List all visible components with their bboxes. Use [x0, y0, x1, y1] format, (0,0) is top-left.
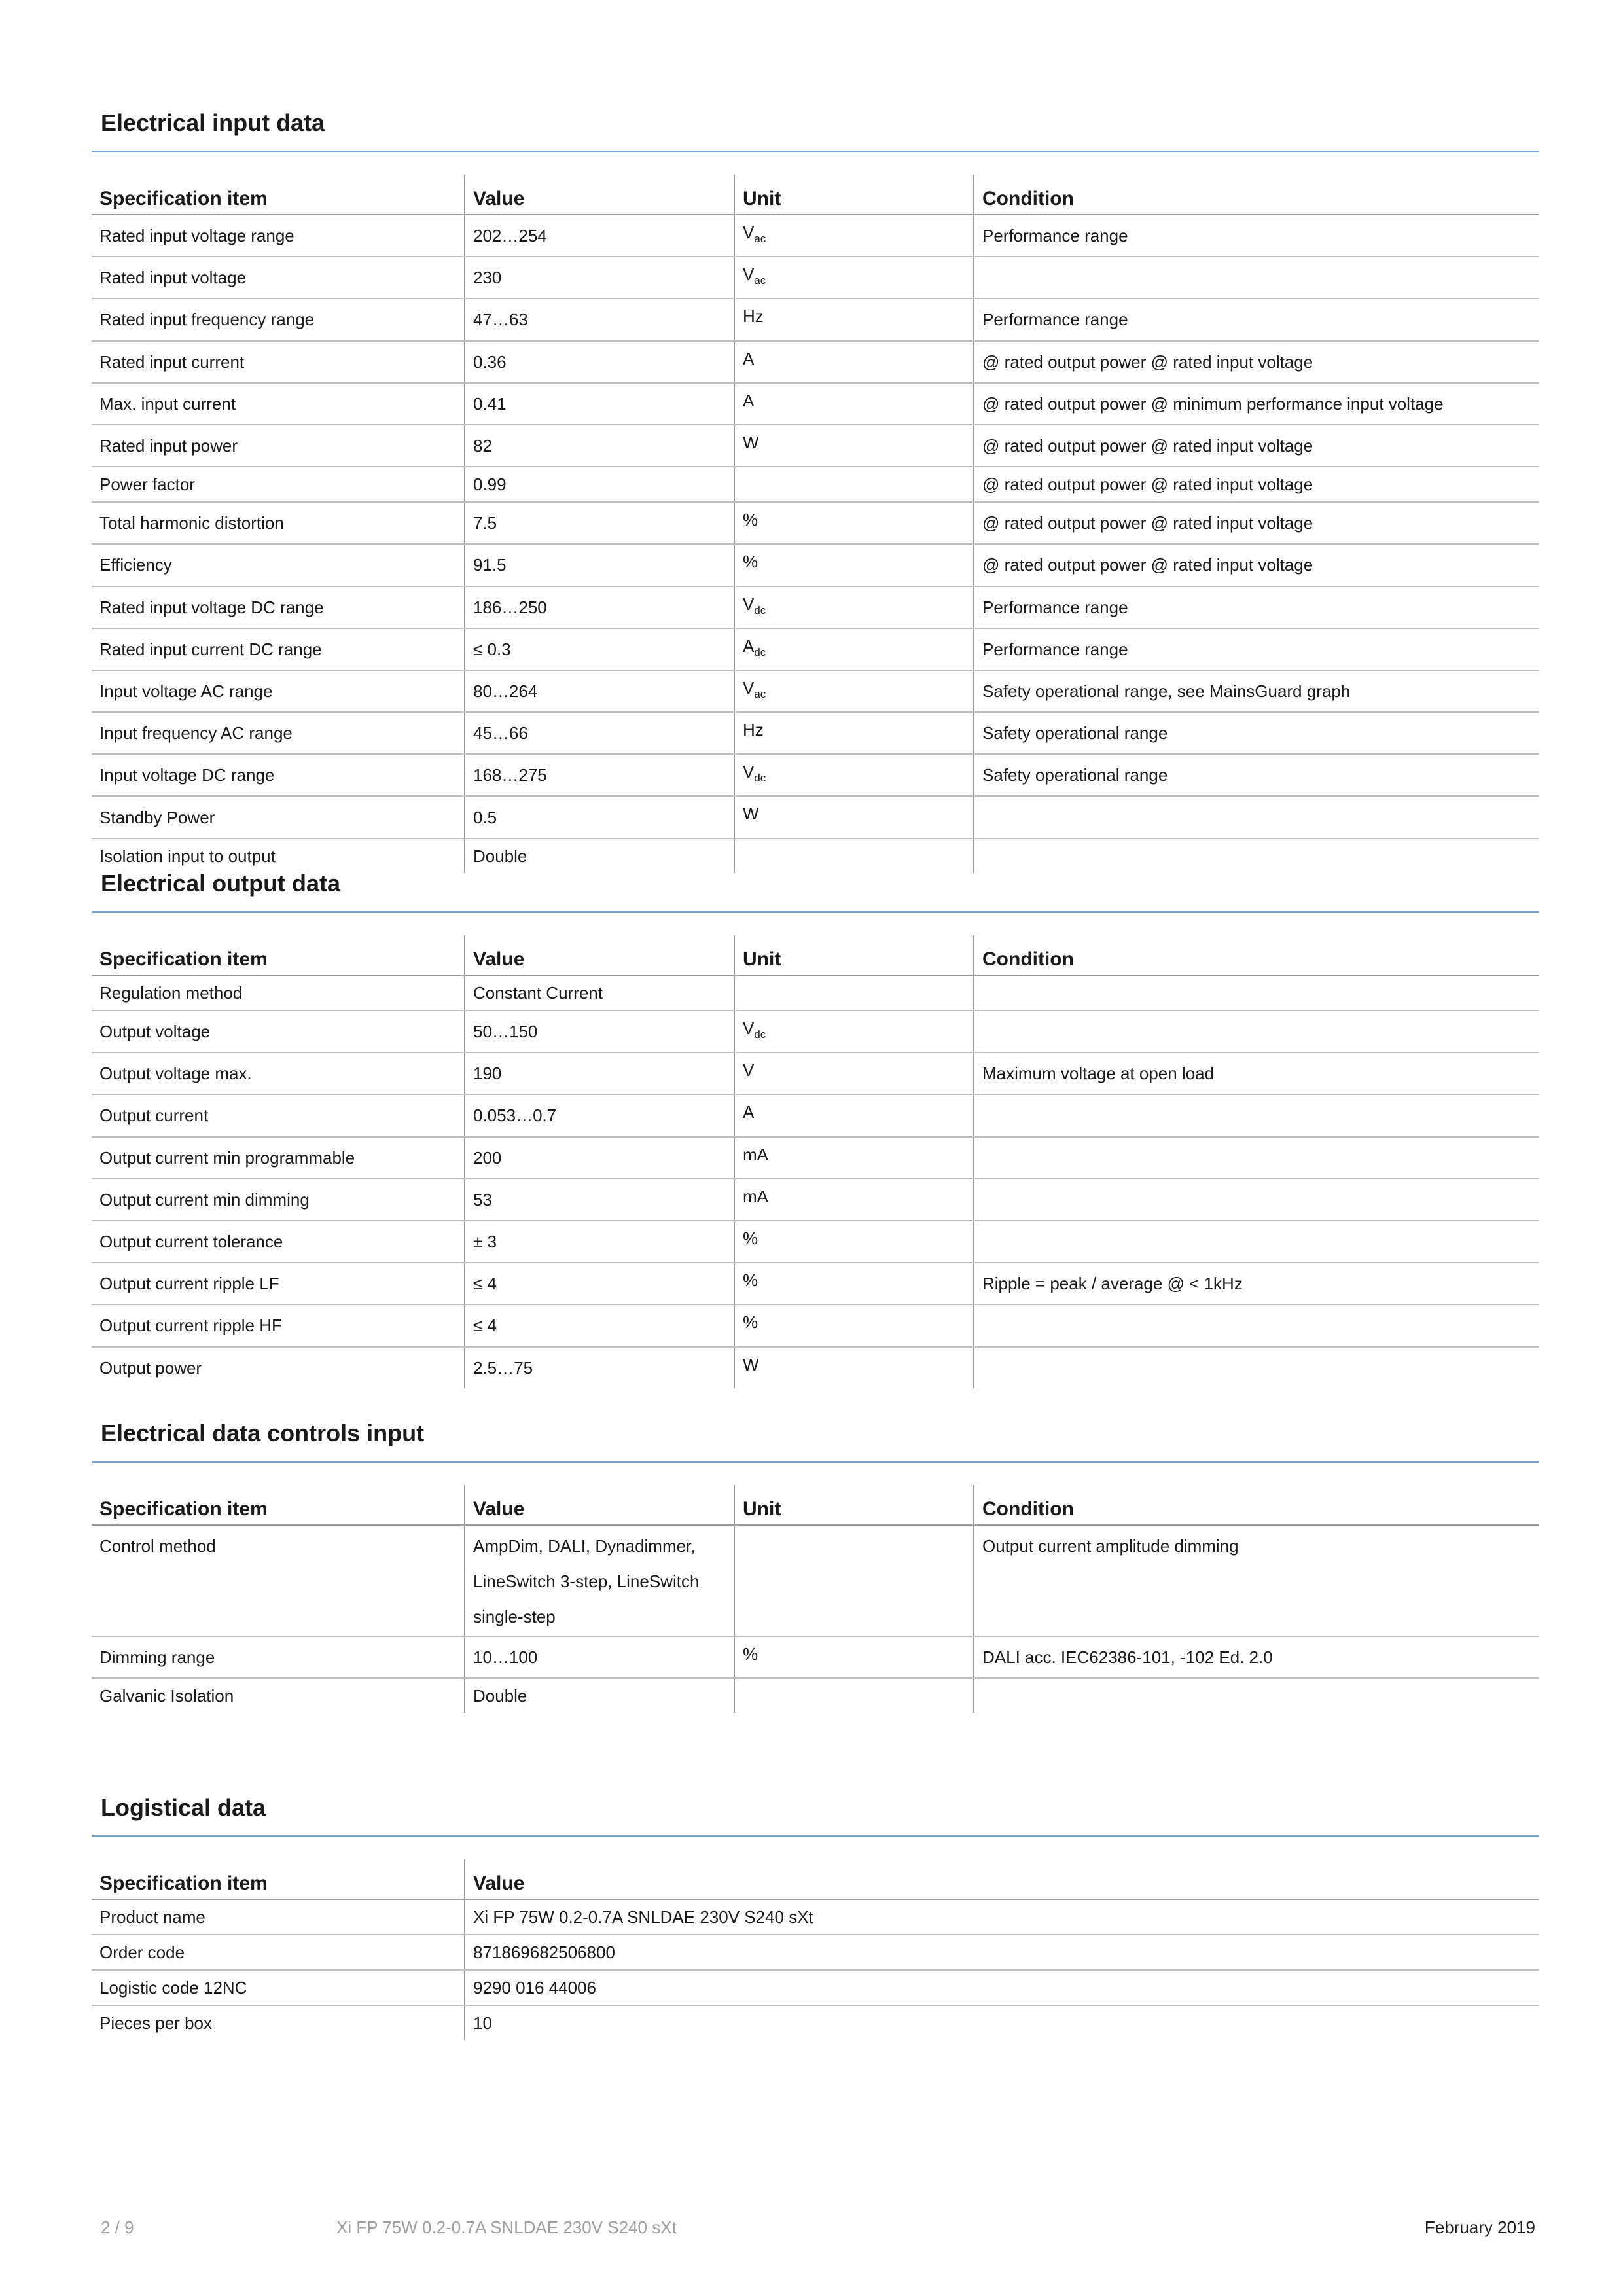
cell-value: 0.053…0.7: [465, 1094, 734, 1136]
table-row: [92, 298, 1539, 340]
unit-subscript: dc: [754, 1028, 766, 1041]
cell-item: Output current tolerance: [92, 1221, 465, 1263]
table-row: [92, 544, 1539, 586]
cell-value-line: single-step: [473, 1607, 556, 1626]
footer-page-number: 2 / 9: [101, 2217, 134, 2237]
table-row: [92, 670, 1539, 712]
cell-value: 10: [465, 2005, 1539, 2040]
cell-value: 230: [465, 257, 734, 298]
section-electrical-output: [92, 856, 1539, 1388]
cell-condition: Safety operational range: [974, 712, 1539, 754]
cell-unit: [734, 975, 974, 1011]
cell-item: Rated input power: [92, 425, 465, 467]
cell-condition: @ rated output power @ rated input voltage: [974, 544, 1539, 586]
cell-item: Output current ripple HF: [92, 1304, 465, 1346]
cell-condition: [974, 257, 1539, 298]
section-controls-input: [92, 1406, 1539, 1713]
cell-item: Max. input current: [92, 383, 465, 425]
section-title: Logistical data: [92, 1780, 1539, 1837]
cell-unit: [734, 1011, 974, 1052]
section-electrical-input: [92, 96, 1539, 873]
unit-symbol: %: [743, 510, 758, 530]
section-title: Electrical input data: [92, 96, 1539, 152]
unit-symbol: W: [743, 804, 759, 824]
unit-symbol: Hz: [743, 720, 764, 740]
cell-value: 80…264: [465, 670, 734, 712]
cell-value: 871869682506800: [465, 1935, 1539, 1970]
unit-symbol: A: [743, 1102, 755, 1122]
cell-unit: [734, 1347, 974, 1388]
cell-unit: [734, 425, 974, 467]
unit-symbol: mA: [743, 1144, 768, 1164]
unit-symbol: %: [743, 1270, 758, 1291]
cell-value: 7.5: [465, 502, 734, 544]
unit-symbol: %: [743, 1644, 758, 1664]
unit-symbol: V: [743, 223, 755, 242]
cell-item: Rated input frequency range: [92, 298, 465, 340]
unit-subscript: ac: [754, 688, 766, 701]
table-row: [92, 1137, 1539, 1179]
cell-value: 10…100: [465, 1636, 734, 1678]
cell-condition: [974, 1011, 1539, 1052]
cell-value: [465, 1525, 734, 1636]
cell-condition: Output current amplitude dimming: [974, 1525, 1539, 1636]
cell-item: Galvanic Isolation: [99, 1686, 234, 1706]
table-row: [92, 628, 1539, 670]
cell-unit: [734, 298, 974, 340]
cell-unit: [734, 502, 974, 544]
unit-symbol: mA: [743, 1186, 768, 1206]
cell-condition: [974, 1137, 1539, 1179]
cell-item: Logistic code 12NC: [92, 1970, 465, 2005]
cell-unit: [734, 796, 974, 838]
unit-symbol: %: [743, 1228, 758, 1248]
cell-unit: [734, 257, 974, 298]
table-row: [92, 1052, 1539, 1094]
cell-item: Rated input voltage DC range: [92, 586, 465, 628]
unit-subscript: ac: [754, 232, 766, 245]
cell-item: Input voltage DC range: [92, 754, 465, 796]
header-value: Value: [465, 935, 734, 975]
cell-value: 53: [465, 1179, 734, 1221]
table-row: [92, 1899, 1539, 1935]
table-header-row: [92, 1859, 1539, 1899]
spec-table: [92, 1859, 1539, 2040]
table-row: [92, 1304, 1539, 1346]
table-row: [92, 1347, 1539, 1388]
header-item: Specification item: [92, 1859, 465, 1899]
cell-value: 0.36: [465, 341, 734, 383]
unit-symbol: V: [743, 1060, 755, 1081]
cell-condition: Performance range: [974, 298, 1539, 340]
unit-symbol: A: [743, 390, 755, 410]
header-value: Value: [465, 1485, 734, 1525]
cell-condition: [974, 975, 1539, 1011]
table-row: [92, 425, 1539, 467]
cell-unit: [734, 1636, 974, 1678]
unit-symbol: W: [743, 432, 759, 452]
unit-symbol: Hz: [743, 306, 764, 327]
unit-symbol: A: [743, 348, 755, 368]
cell-value: 0.41: [465, 383, 734, 425]
cell-value: ≤ 4: [465, 1304, 734, 1346]
unit-symbol: V: [743, 762, 755, 782]
cell-condition: [974, 1347, 1539, 1388]
cell-item: Output current min programmable: [92, 1137, 465, 1179]
cell-value: 91.5: [465, 544, 734, 586]
cell-value: Xi FP 75W 0.2-0.7A SNLDAE 230V S240 sXt: [465, 1899, 1539, 1935]
cell-item: Output power: [99, 1357, 202, 1378]
table-row: [92, 1011, 1539, 1052]
footer-product-name: Xi FP 75W 0.2-0.7A SNLDAE 230V S240 sXt: [336, 2217, 677, 2237]
table-row: [92, 975, 1539, 1011]
cell-condition: Maximum voltage at open load: [974, 1052, 1539, 1094]
cell-unit: [734, 1263, 974, 1304]
cell-value: 50…150: [465, 1011, 734, 1052]
cell-condition: Safety operational range: [974, 754, 1539, 796]
header-item: Specification item: [92, 175, 465, 215]
cell-condition: @ rated output power @ rated input voltage: [974, 467, 1539, 502]
unit-symbol: A: [743, 636, 755, 656]
unit-symbol: %: [743, 552, 758, 572]
cell-unit: [734, 1525, 974, 1636]
cell-condition: [974, 1179, 1539, 1221]
cell-value: 82: [465, 425, 734, 467]
cell-item: Input frequency AC range: [92, 712, 465, 754]
cell-value: 168…275: [465, 754, 734, 796]
cell-item: Input voltage AC range: [92, 670, 465, 712]
cell-condition: [974, 1304, 1539, 1346]
table-row: [92, 586, 1539, 628]
header-condition: Condition: [974, 1485, 1539, 1525]
cell-item: Total harmonic distortion: [92, 502, 465, 544]
cell-unit: [734, 1052, 974, 1094]
cell-value: 0.5: [465, 796, 734, 838]
cell-condition: @ rated output power @ rated input voltage: [974, 502, 1539, 544]
cell-unit: [734, 544, 974, 586]
unit-subscript: ac: [754, 274, 766, 287]
table-row: [92, 1636, 1539, 1678]
cell-item: Output current min dimming: [92, 1179, 465, 1221]
cell-item: Output current ripple LF: [92, 1263, 465, 1304]
cell-item: Product name: [92, 1899, 465, 1935]
cell-unit: [734, 754, 974, 796]
cell-item: Control method: [92, 1525, 465, 1636]
unit-symbol: %: [743, 1312, 758, 1333]
table-row: [92, 2005, 1539, 2040]
unit-subscript: dc: [754, 603, 766, 617]
spec-table: [92, 935, 1539, 1388]
cell-value-line: LineSwitch 3-step, LineSwitch: [473, 1571, 700, 1591]
table-row: [92, 383, 1539, 425]
section-title: Electrical data controls input: [92, 1406, 1539, 1463]
cell-value: 9290 016 44006: [465, 1970, 1539, 2005]
cell-unit: [734, 1179, 974, 1221]
cell-value: Constant Current: [465, 975, 734, 1011]
header-value: Value: [465, 175, 734, 215]
cell-item: Regulation method: [92, 975, 465, 1011]
cell-condition: [974, 796, 1539, 838]
spec-table: [92, 175, 1539, 873]
cell-item: Order code: [92, 1935, 465, 1970]
header-unit: Unit: [734, 1485, 974, 1525]
cell-item: Isolation input to output: [99, 846, 276, 866]
cell-value: 200: [465, 1137, 734, 1179]
header-item: Specification item: [92, 935, 465, 975]
table-row: [92, 1678, 1539, 1713]
cell-item: Rated input current DC range: [92, 628, 465, 670]
table-row: [92, 1179, 1539, 1221]
cell-item: Pieces per box: [99, 2013, 212, 2033]
cell-condition: DALI acc. IEC62386-101, -102 Ed. 2.0: [974, 1636, 1539, 1678]
section-logistical: [92, 1780, 1539, 2040]
section-title: Electrical output data: [92, 856, 1539, 913]
cell-condition: [974, 1678, 1539, 1713]
table-row: [92, 1221, 1539, 1263]
cell-unit: [734, 1221, 974, 1263]
cell-value: Double: [465, 838, 734, 873]
table-row: [92, 341, 1539, 383]
cell-condition: [974, 1221, 1539, 1263]
cell-item: Rated input current: [92, 341, 465, 383]
table-row: [92, 796, 1539, 838]
cell-condition: @ rated output power @ rated input voltage: [974, 341, 1539, 383]
cell-unit: [734, 1304, 974, 1346]
cell-value: 45…66: [465, 712, 734, 754]
cell-unit: [734, 586, 974, 628]
cell-unit: [734, 1094, 974, 1136]
spec-table: [92, 1485, 1539, 1713]
cell-item: Output voltage max.: [92, 1052, 465, 1094]
table-row: [92, 712, 1539, 754]
table-row: [92, 1935, 1539, 1970]
table-header-row: [92, 175, 1539, 215]
header-unit: Unit: [734, 935, 974, 975]
cell-value: ≤ 0.3: [465, 628, 734, 670]
unit-symbol: V: [743, 677, 755, 698]
cell-unit: [734, 215, 974, 257]
unit-subscript: dc: [754, 772, 766, 785]
cell-item: Power factor: [92, 467, 465, 502]
cell-unit: [734, 341, 974, 383]
cell-condition: Performance range: [974, 628, 1539, 670]
cell-value: 190: [465, 1052, 734, 1094]
cell-unit: [734, 383, 974, 425]
cell-value: 186…250: [465, 586, 734, 628]
cell-value: 2.5…75: [465, 1347, 734, 1388]
table-row: [92, 1970, 1539, 2005]
cell-unit: [734, 712, 974, 754]
cell-item: Output current: [92, 1094, 465, 1136]
header-value: Value: [465, 1859, 1539, 1899]
cell-value: ± 3: [465, 1221, 734, 1263]
cell-unit: [734, 467, 974, 502]
cell-unit: [734, 670, 974, 712]
header-condition: Condition: [974, 935, 1539, 975]
cell-condition: Performance range: [974, 586, 1539, 628]
table-row: [92, 1094, 1539, 1136]
table-row: [92, 1525, 1539, 1636]
cell-condition: Performance range: [974, 215, 1539, 257]
table-row: [92, 754, 1539, 796]
cell-condition: @ rated output power @ minimum performance input voltage: [974, 383, 1539, 425]
table-row: [92, 215, 1539, 257]
footer-date: February 2019: [1424, 2217, 1535, 2237]
table-row: [92, 1263, 1539, 1304]
cell-condition: Ripple = peak / average @ < 1kHz: [974, 1263, 1539, 1304]
table-row: [92, 257, 1539, 298]
cell-value-line: AmpDim, DALI, Dynadimmer,: [473, 1536, 696, 1556]
cell-condition: @ rated output power @ rated input voltage: [974, 425, 1539, 467]
cell-value: 47…63: [465, 298, 734, 340]
cell-item: Dimming range: [92, 1636, 465, 1678]
cell-value: 0.99: [465, 467, 734, 502]
cell-item: Rated input voltage: [92, 257, 465, 298]
cell-unit: [734, 1678, 974, 1713]
header-unit: Unit: [734, 175, 974, 215]
unit-symbol: W: [743, 1354, 759, 1374]
table-row: [92, 467, 1539, 502]
table-header-row: [92, 1485, 1539, 1525]
cell-condition: Safety operational range, see MainsGuard graph: [974, 670, 1539, 712]
cell-item: Output voltage: [92, 1011, 465, 1052]
cell-condition: [974, 1094, 1539, 1136]
cell-item: Efficiency: [92, 544, 465, 586]
cell-value: ≤ 4: [465, 1263, 734, 1304]
unit-subscript: dc: [754, 645, 766, 658]
table-row: [92, 502, 1539, 544]
header-item: Specification item: [92, 1485, 465, 1525]
cell-item: Rated input voltage range: [92, 215, 465, 257]
cell-value: 202…254: [465, 215, 734, 257]
table-header-row: [92, 935, 1539, 975]
cell-item: Standby Power: [92, 796, 465, 838]
header-condition: Condition: [974, 175, 1539, 215]
cell-unit: [734, 1137, 974, 1179]
cell-unit: [734, 628, 974, 670]
unit-symbol: V: [743, 594, 755, 614]
unit-symbol: V: [743, 1018, 755, 1038]
cell-value: Double: [465, 1678, 734, 1713]
unit-symbol: V: [743, 264, 755, 285]
